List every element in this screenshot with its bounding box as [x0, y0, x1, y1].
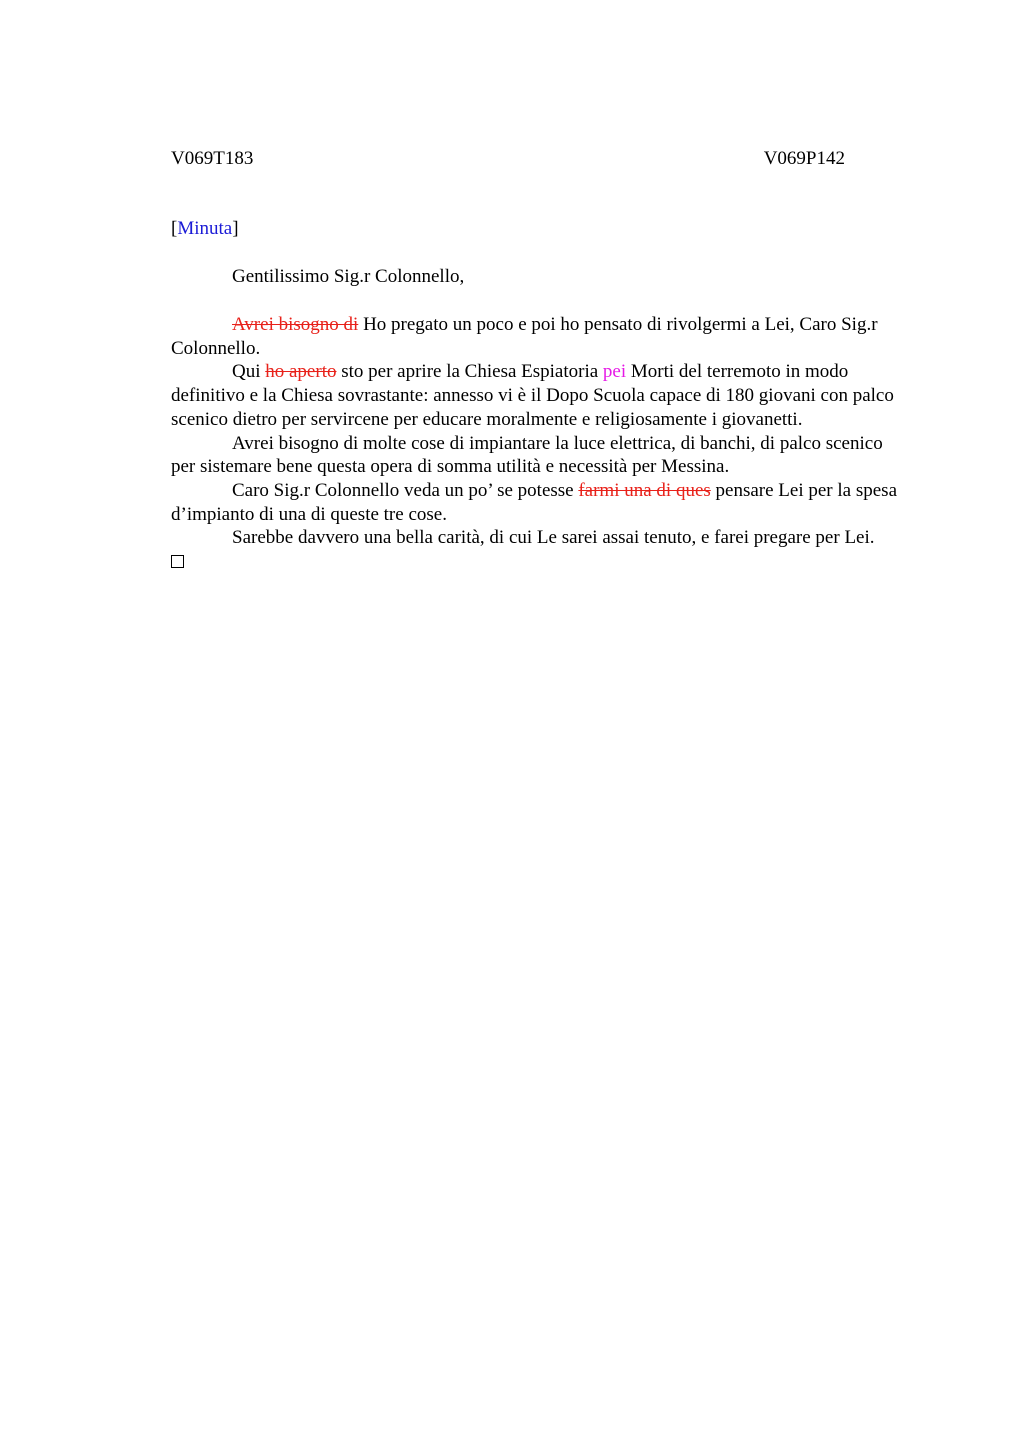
deleted-text: ho aperto: [265, 361, 337, 383]
letter-paragraph-4: [171, 479, 911, 526]
paragraph-text: pensare Lei per la spesa d’impianto di una di queste tre cose.: [171, 479, 897, 525]
letter-body: [171, 313, 911, 568]
letter-salutation: Gentilissimo Sig.r Colonnello,: [232, 266, 465, 287]
minuta-open-bracket: [: [171, 218, 178, 239]
paragraph-text: Sarebbe davvero una bella carità, di cui Le sarei assai tenuto, e farei pregare per Lei.: [232, 527, 875, 549]
letter-paragraph-3: [171, 432, 911, 479]
inserted-text: pei: [602, 361, 627, 383]
deleted-text: farmi una di ques: [578, 479, 711, 501]
document-code-left: V069T183: [171, 148, 254, 169]
minuta-close-bracket: ]: [232, 218, 239, 239]
document-code-right: V069P142: [763, 148, 845, 169]
paragraph-text: Qui: [232, 361, 266, 383]
paragraph-text: Avrei bisogno di molte cose di impiantare la luce elettrica, di banchi, di palco scenico per sistemare bene questa opera di somma utilità e necessità per Messina.: [171, 432, 883, 478]
letter-paragraph-5: [171, 526, 911, 550]
paragraph-text: Caro Sig.r Colonnello veda un po’ se potesse: [232, 479, 579, 501]
paragraph-text: sto per aprire la Chiesa Espiatoria: [336, 361, 603, 383]
letter-paragraph-2: [171, 360, 911, 431]
minuta-label: Minuta: [177, 218, 233, 239]
square-outline-icon: [171, 555, 184, 568]
document-header: [171, 147, 845, 171]
paragraph-text: Ho pregato un poco e poi ho pensato di rivolgermi a Lei, Caro Sig.r Colonnello.: [171, 314, 878, 359]
deleted-text: Avrei bisogno di: [232, 314, 359, 335]
paragraph-text: Morti del terremoto in modo definitivo e la Chiesa sovrastante: annesso vi è il Dopo Scuola capace di 180 giovani con palco scenico dietro per servircene per educare moralmente e religiosamente i giovanetti.: [171, 361, 894, 430]
minuta-label-line: [171, 217, 239, 241]
letter-paragraph-1: [171, 313, 911, 360]
